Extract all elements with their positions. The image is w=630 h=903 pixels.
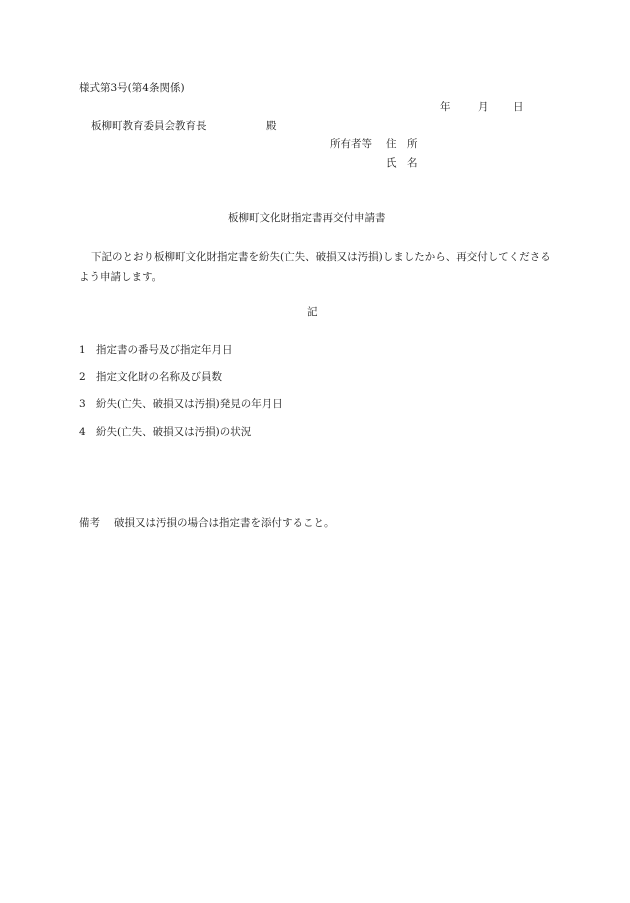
item-number: 3: [79, 398, 86, 410]
item-text: 指定文化財の名称及び員数: [96, 371, 222, 383]
item-text: 紛失(亡失、破損又は汚損)発見の年月日: [96, 398, 283, 410]
item-number: 2: [79, 371, 86, 383]
addressee: 板柳町教育委員会教育長: [91, 120, 207, 132]
ki-heading: 記: [307, 306, 318, 318]
date-month-label: 月: [478, 101, 489, 113]
item-text: 紛失(亡失、破損又は汚損)の状況: [96, 426, 252, 438]
date-year-label: 年: [440, 101, 451, 113]
item-number: 1: [79, 344, 86, 356]
document-title: 板柳町文化財指定書再交付申請書: [228, 212, 386, 224]
form-number: 様式第3号(第4条関係): [79, 82, 185, 94]
item-text: 指定書の番号及び指定年月日: [96, 344, 233, 356]
remarks-label: 備考: [79, 517, 100, 529]
body-text: 下記のとおり板柳町文化財指定書を紛失(亡失、破損又は汚損)しましたから、再交付してくださるよう申請します。: [79, 251, 551, 283]
remarks-text: 破損又は汚損の場合は指定書を添付すること。: [114, 517, 335, 529]
item-number: 4: [79, 426, 86, 438]
name-label: 氏 名: [386, 157, 418, 169]
honorific: 殿: [266, 120, 277, 132]
owner-label: 所有者等: [330, 138, 372, 150]
address-label: 住 所: [386, 138, 418, 150]
date-day-label: 日: [513, 101, 524, 113]
